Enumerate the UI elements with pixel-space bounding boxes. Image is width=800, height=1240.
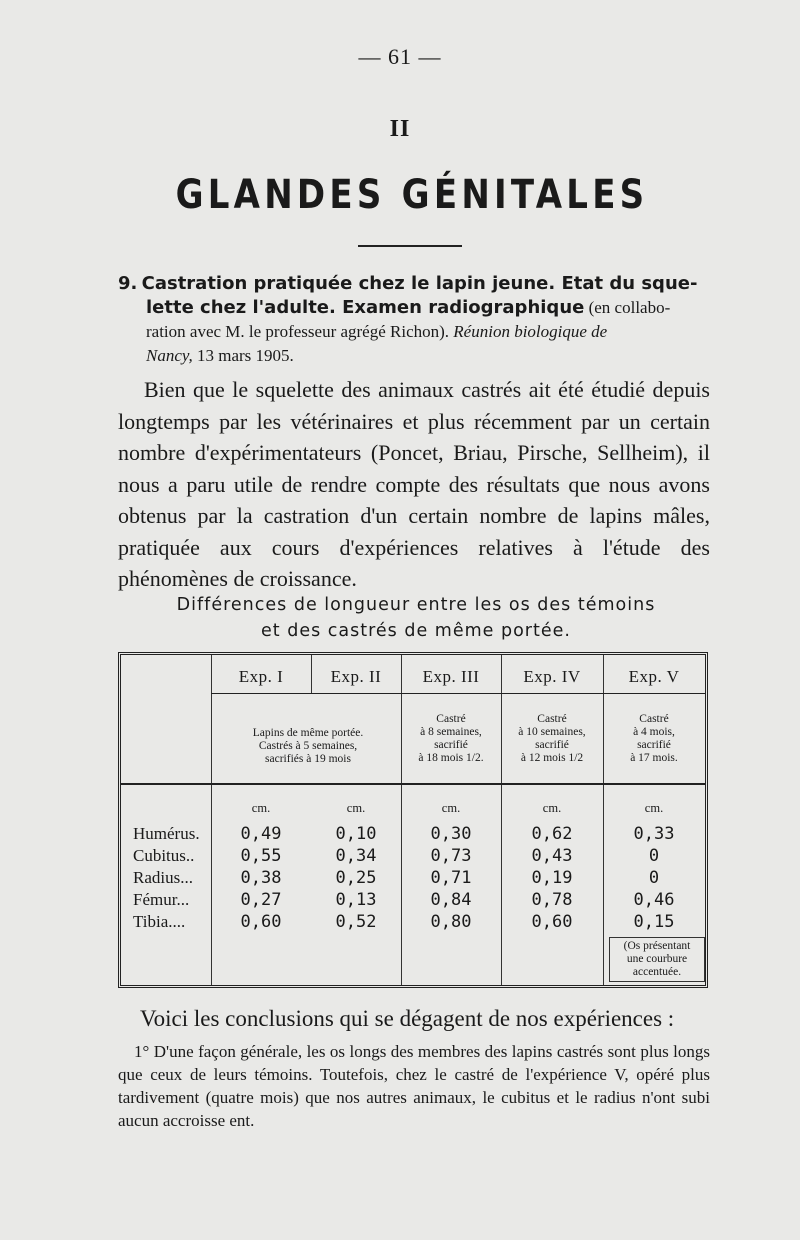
desc-line: sacrifié [434,739,468,751]
desc-line: sacrifié [535,739,569,751]
page-number: — 61 — [358,44,442,69]
value-cell: 0,34 [335,846,377,866]
value-cell: 0,25 [335,868,377,888]
body-paragraph: Bien que le squelette des animaux castrés ait été étudié depuis longtemps par les vétérinaires et plus récemment par un certain nombre d'expérimentateurs (Poncet, Briau, Pirsche, Sellheim), il nous a paru utile de rendre compte des résultats que nous avons obtenus par la castration d'un certain nombre de lapins mâles, pratiquée aux cours d'expériences relatives à l'étude des phénomènes de croissance. [118,377,710,591]
value-cell: 0,46 [633,890,675,910]
header-exp-3: Exp. III [422,667,480,686]
conclusion-heading: Voici les conclusions qui se dégagent de nos expériences : [140,1006,675,1031]
entry-journal: Réunion biologique de [449,322,608,341]
header-exp-1: Exp. I [238,667,284,686]
header-exp-4: Exp. IV [523,667,581,686]
entry-line-2 [118,296,714,320]
col-divider [501,655,502,985]
desc-line: Castrés à 5 semaines, [258,740,358,752]
header-sub-rule [211,693,705,694]
caption-line-2: et des castrés de même portée. [261,621,571,641]
value-cell: 0,43 [531,846,573,866]
desc-line: sacrifiés à 19 mois [265,753,351,765]
value-cell: 0,80 [430,912,472,932]
col-divider [603,655,604,985]
entry-line-1 [118,272,714,296]
row-label-cubitus: Cubitus.. [133,846,195,865]
value-cell: 0,52 [335,912,377,932]
value-cell: 0,60 [240,912,282,932]
value-cell: 0,71 [430,868,472,888]
chapter-title: GLANDES GÉNITALES [175,172,649,218]
value-cell: 0,30 [430,824,472,844]
entry-title-2: lette chez l'adulte. Examen radiographique [146,297,585,318]
note-box [609,937,705,982]
desc-line: à 4 mois, [633,726,675,738]
row-label-femur: Fémur... [133,890,190,909]
desc-line: à 17 mois. [630,752,678,764]
value-cell: 0,33 [633,824,675,844]
value-cell: 0,13 [335,890,377,910]
value-cell: 0,15 [633,912,675,932]
value-cell: 0 [648,846,660,866]
desc-line: Lapins de même portée. [252,727,364,739]
title-rule [358,245,462,247]
value-cell: 0,73 [430,846,472,866]
value-cell: 0,49 [240,824,282,844]
header-exp-2: Exp. II [330,667,382,686]
desc-line: à 8 semaines, [420,726,482,738]
entry-collab: ration avec M. le professeur agrégé Richon). [146,322,450,341]
entry-title-rest: (en collabo- [584,298,671,317]
conclusion-point-1: 1° D'une façon générale, les os longs des membres des lapins castrés sont plus longs que ceux de leurs témoins. Toutefois, chez le castré de l'expérience V, opéré plus tardivement (quatre mois) que nos autres animaux, le cubitus et le radius n'ont subi aucun accroisse ent. [118,1042,710,1130]
desc-exp-4 [501,713,603,765]
col-divider [401,655,402,985]
desc-line: Castré [537,713,567,725]
unit-label: cm. [542,801,562,815]
entry-date: 13 mars 1905. [192,346,294,365]
header-rule [121,783,705,785]
table-caption [118,592,714,644]
note-line: (Os présentant [623,940,691,952]
desc-line: sacrifié [637,739,671,751]
unit-label: cm. [346,801,366,815]
header-exp-5: Exp. V [628,667,680,686]
caption-line-1: Différences de longueur entre les os des témoins [176,595,656,615]
desc-line: à 10 semaines, [518,726,586,738]
desc-exp-3 [401,713,501,765]
value-cell: 0,10 [335,824,377,844]
entry-number: 9. [118,273,138,294]
value-cell: 0,55 [240,846,282,866]
value-cell: 0,27 [240,890,282,910]
desc-exp-5 [603,713,705,765]
desc-line: Castré [436,713,466,725]
value-cell: 0,78 [531,890,573,910]
entry-title-1: Castration pratiquée chez le lapin jeune. Etat du sque- [141,273,698,294]
unit-label: cm. [644,801,664,815]
value-cell: 0,19 [531,868,573,888]
row-label-tibia: Tibia.... [133,912,186,931]
note-line: une courbure [626,953,688,965]
col-divider [211,655,212,985]
value-cell: 0 [648,868,660,888]
value-cell: 0,60 [531,912,573,932]
entry-city: Nancy, [146,346,193,365]
row-label-radius: Radius... [133,868,193,887]
value-cell: 0,84 [430,890,472,910]
section-number: II [389,116,411,142]
desc-line: Castré [639,713,669,725]
desc-exp-1-2 [215,727,401,766]
unit-label: cm. [251,801,271,815]
note-line: accentuée. [632,966,682,978]
desc-line: à 18 mois 1/2. [418,752,484,764]
entry-line-4 [118,344,714,368]
row-label-humerus: Humérus. [133,824,200,843]
entry-line-3 [118,320,714,344]
desc-line: à 12 mois 1/2 [520,752,584,764]
bibliographic-entry [118,272,714,368]
value-cell: 0,62 [531,824,573,844]
results-table [118,652,708,988]
value-cell: 0,38 [240,868,282,888]
unit-label: cm. [441,801,461,815]
